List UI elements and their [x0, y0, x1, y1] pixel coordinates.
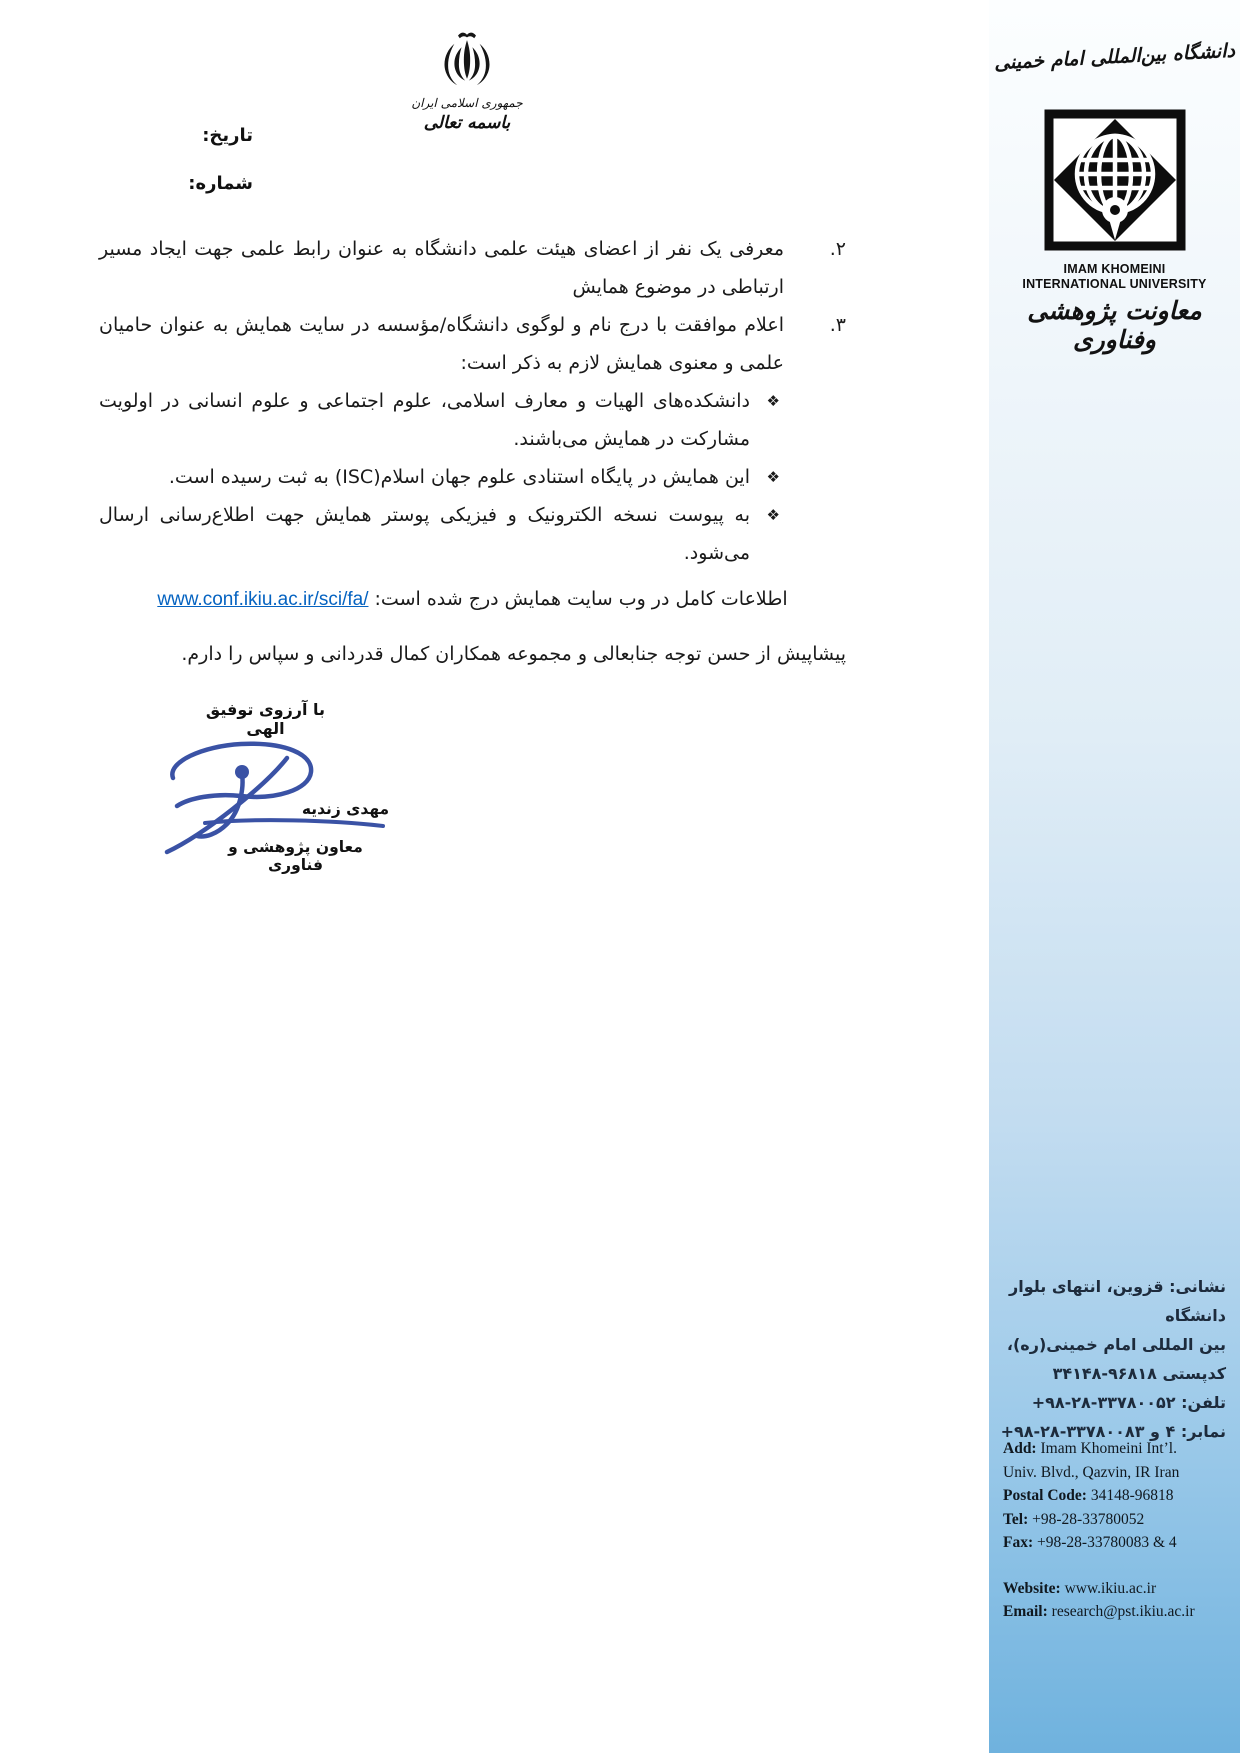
university-website: www.ikiu.ac.ir [1064, 1579, 1157, 1597]
address-en-add2: Univ. Blvd., Qazvin, IR Iran [1003, 1463, 1180, 1481]
spacer [1003, 1555, 1230, 1577]
signature-salutation: با آرزوی توفیق الهی [205, 700, 326, 738]
diamond-bullet-icon: ❖ [766, 468, 780, 486]
list-item-3 [99, 306, 846, 382]
signer-title: معاون پژوهشی و فناوری [228, 838, 363, 874]
list-number: ۲. [829, 238, 846, 260]
address-en-tel: Tel: +98-28-33780052 [1003, 1510, 1145, 1528]
address-fa-block [989, 1272, 1240, 1446]
university-name-en-line1: IMAM KHOMEINI [1063, 262, 1166, 276]
list-item-text: معرفی یک نفر از اعضای هیئت علمی دانشگاه به عنوان رابط علمی جهت ایجاد مسیر ارتباطی در موضوع همایش [99, 238, 784, 298]
address-en-email: Email: research@pst.ikiu.ac.ir [1003, 1603, 1195, 1620]
bullet-item [99, 458, 780, 496]
bullet-list [99, 382, 780, 572]
list-item-2 [99, 230, 846, 306]
address-en-block [989, 1437, 1240, 1624]
website-info-line [99, 580, 846, 619]
address-fa-fax: نمابر: ۴ و +۹۸-۲۸-۳۳۷۸۰۰۸۳ [1000, 1422, 1226, 1441]
date-number-block [188, 112, 253, 208]
bullet-item [99, 382, 780, 458]
number-label: شماره: [188, 173, 253, 194]
address-fa-postal: کدپستی ۳۴۱۴۸-۹۶۸۱۸ [1052, 1364, 1226, 1383]
bismillah-text: باسمه تعالی [423, 113, 511, 133]
university-name-en-line2: INTERNATIONAL UNIVERSITY [1022, 277, 1207, 291]
bullet-text: این همایش در پایگاه استنادی علوم جهان اسلام(ISC) به ثبت رسیده است. [168, 466, 750, 488]
diamond-bullet-icon: ❖ [766, 392, 780, 410]
letterhead-sidebar [989, 0, 1240, 1753]
address-en-fax: Fax: +98-28-33780083 & 4 [1003, 1534, 1177, 1551]
website-info-text: اطلاعات کامل در وب سایت همایش درج شده است: [374, 588, 788, 610]
signer-name: مهدی زندیه [301, 800, 390, 818]
university-name-fa: دانشگاه بین‌المللی امام خمینی [993, 39, 1236, 75]
postal-number: ۳۴۱۴۸-۹۶۸۱۸ [1052, 1364, 1157, 1383]
address-fa-line2: بین المللی امام خمینی(ره)، [1006, 1335, 1226, 1354]
date-label: تاریخ: [202, 125, 253, 146]
diamond-bullet-icon: ❖ [766, 506, 780, 524]
bullet-item [99, 496, 780, 572]
conference-website-link[interactable]: www.conf.ikiu.ac.ir/sci/fa/ [157, 589, 369, 610]
address-fa-line1: نشانی: قزوین، انتهای بلوار دانشگاه [1009, 1277, 1226, 1325]
fax-number-fa: +۹۸-۲۸-۳۳۷۸۰۰۸۳ [1000, 1422, 1145, 1441]
republic-caption: جمهوری اسلامی ایران [411, 96, 523, 110]
list-number: ۳. [829, 314, 846, 336]
iran-emblem-icon [440, 75, 494, 94]
address-en-website: Website: www.ikiu.ac.ir [1003, 1579, 1157, 1597]
university-name-en [989, 262, 1240, 292]
bullet-text: دانشکده‌های الهیات و معارف اسلامی، علوم اجتماعی و علوم انسانی در اولویت مشارکت در همایش می‌باشند. [99, 390, 750, 450]
address-fa-tel: تلفن: +۹۸-۲۸-۳۳۷۸۰۰۵۲ [1031, 1393, 1226, 1412]
university-logo-icon [1039, 104, 1191, 260]
research-email: research@pst.ikiu.ac.ir [1051, 1603, 1195, 1620]
bullet-text: به پیوست نسخه الکترونیک و فیزیکی پوستر همایش جهت اطلاع‌رسانی ارسال می‌شود. [99, 504, 750, 564]
letter-body [99, 230, 846, 673]
national-emblem-block [397, 28, 537, 133]
department-calligraphy: معاونت پژوهشی وفناوری [1027, 296, 1202, 354]
closing-sentence: پیشاپیش از حسن توجه جنابعالی و مجموعه همکاران کمال قدردانی و سپاس را دارم. [181, 643, 846, 665]
tel-number-fa: +۹۸-۲۸-۳۳۷۸۰۰۵۲ [1031, 1393, 1176, 1412]
list-item-text: اعلام موافقت با درج نام و لوگوی دانشگاه/مؤسسه در سایت همایش به عنوان حامیان علمی و معنوی همایش لازم به ذکر است: [99, 314, 784, 374]
address-en-postal: Postal Code: 34148-96818 [1003, 1487, 1174, 1504]
address-en-add: Add: Imam Khomeini Int’l. [1003, 1440, 1177, 1457]
